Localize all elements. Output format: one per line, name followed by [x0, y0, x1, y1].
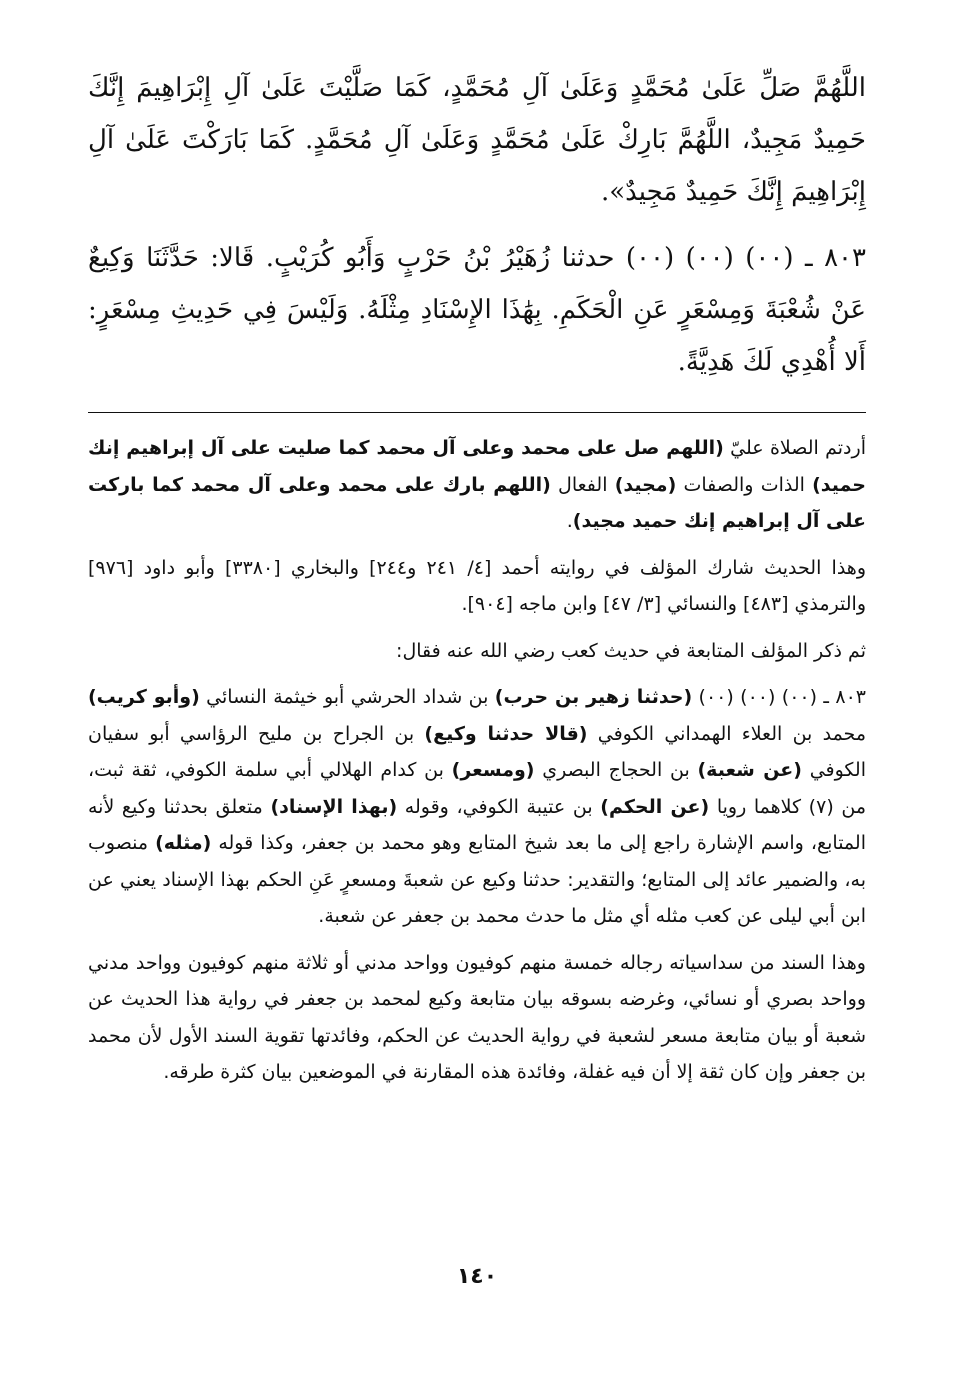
commentary-text: أردتم الصلاة عليّ [723, 437, 866, 459]
quoted-text-bold: (بهذا الإسناد) [270, 795, 398, 818]
commentary-text: بن كدام الهلالي أبي سلمة الكوفي، ثقة ثبت، من (٧) كلاهما رويا [88, 759, 867, 818]
quoted-text-bold: (اللهم بارك على محمد وعلى آل محمد كما باركت على آل إبراهيم إنك حميد مجيد) [88, 473, 866, 532]
footnote-divider [88, 412, 866, 413]
commentary-section [88, 430, 866, 1101]
commentary-text: بن عتيبة الكوفي، وقوله [397, 795, 601, 818]
commentary-text: بن الجراح بن مليح الرؤاسي أبو سفيان الكوفي [88, 722, 866, 781]
quoted-text-bold: (قالا حدثنا وكيع) [424, 722, 588, 745]
commentary-text: الذات والصفات [676, 473, 813, 496]
hadith-text-ending: اللَّهُمَّ صَلِّ عَلَىٰ مُحَمَّدٍ وَعَلَىٰ آلِ مُحَمَّدٍ، كَمَا صَلَّيْتَ عَلَىٰ آلِ إِبْرَاهِيمَ إِنَّكَ حَمِيدٌ مَجِيدٌ، اللَّهُمَّ بَارِكْ عَلَىٰ مُحَمَّدٍ وَعَلَىٰ آلِ مُحَمَّدٍ. كَمَا بَارَكْتَ عَلَىٰ آلِ إِبْرَاهِيمَ إِنَّكَ حَمِيدٌ مَجِيدٌ». [88, 73, 866, 207]
quoted-text-bold: (ومسعر) [451, 759, 535, 781]
page-number: ١٤٠ [456, 1264, 498, 1289]
commentary-text: الفعال [550, 473, 615, 496]
commentary-text: وهذا الحديث شارك المؤلف في روايته أحمد [٤/ ٢٤١ و٢٤٤] والبخاري [٣٣٨٠] وأبو داود [٩٧٦] والترمذي [٤٨٣] والنسائي [٣/ ٤٧] وابن ماجه [٩٠٤]. [88, 556, 867, 615]
commentary-text: منصوب به، والضمير عائد إلى المتابع؛ والتقدير: حدثنا وكيع عن شعبةَ ومسعرٍ عَنِ الحكم بهذا الإسناد يعني عن ابن أبي ليلى عن كعب مثله أي مثل ما حدث محمد بن جعفر عن شعبة. [88, 832, 866, 927]
quoted-text-bold: (مثله) [155, 832, 212, 854]
quoted-text-bold: (مجيد) [614, 473, 677, 496]
quoted-text-bold: (وأبو كريب) [88, 686, 200, 708]
commentary-text: . [566, 510, 573, 532]
commentary-text: متعلق بحدثنا وكيع لأنه المتابع، واسم الإشارة راجع إلى ما بعد شيخ المتابع وهو محمد بن جعفر، وكذا قوله [88, 795, 866, 854]
commentary-paragraph [88, 679, 866, 935]
commentary-text: بن الحجاج البصري [534, 759, 698, 781]
commentary-paragraph [88, 550, 866, 623]
commentary-text: محمد بن العلاء الهمداني الكوفي [587, 722, 866, 745]
commentary-text: ٨٠٣ ـ (٠٠) (٠٠) (٠٠) [692, 686, 866, 708]
hadith-803-text: ٨٠٣ ـ (٠٠) (٠٠) (٠٠) حدثنا زُهَيْرُ بْنُ حَرْبٍ وَأَبُو كُرَيْبٍ. قَالا: حَدَّثَنَا وَكِيعٌ عَنْ شُعْبَةَ وَمِسْعَرٍ عَنِ الْحَكَمِ. بِهَٰذَا الإِسْنَادِ مِثْلَهُ. وَلَيْسَ فِي حَدِيثِ مِسْعَرٍ: أَلا أُهْدِي لَكَ هَدِيَّةً. [88, 243, 866, 377]
quoted-text-bold: (اللهم صل على محمد وعلى آل محمد كما صليت على آل إبراهيم إنك حميد) [88, 437, 866, 496]
main-text [88, 62, 866, 388]
quoted-text-bold: (عن الحكم) [600, 795, 710, 818]
quoted-text-bold: (حدثنا زهير بن حرب) [494, 686, 693, 708]
commentary-text: ثم ذكر المؤلف المتابعة في حديث كعب رضي الله عنه فقال: [396, 639, 866, 662]
quoted-text-bold: (عن شعبة) [697, 759, 802, 781]
commentary-paragraph [88, 633, 866, 670]
commentary-paragraph [88, 945, 866, 1091]
commentary-text: وهذا السند من سداسياته رجاله خمسة منهم كوفيون وواحد مدني أو ثلاثة منهم كوفيون وواحد مدني وواحد بصري أو نسائي، وغرضه بسوقه بيان متابعة وكيع لمحمد بن جعفر في رواية هذا الحديث عن شعبة أو بيان متابعة مسعر لشعبة في رواية الحديث عن الحكم، وفائدتها تقوية السند الأول لأن محمد بن جعفر وإن كان ثقة إلا أن فيه غفلة، وفائدة هذه المقارنة في الموضعين بيان كثرة طرقه. [88, 951, 866, 1083]
commentary-paragraph [88, 430, 866, 540]
commentary-text: بن شداد الحرشي أبو خيثمة النسائي [199, 686, 495, 708]
